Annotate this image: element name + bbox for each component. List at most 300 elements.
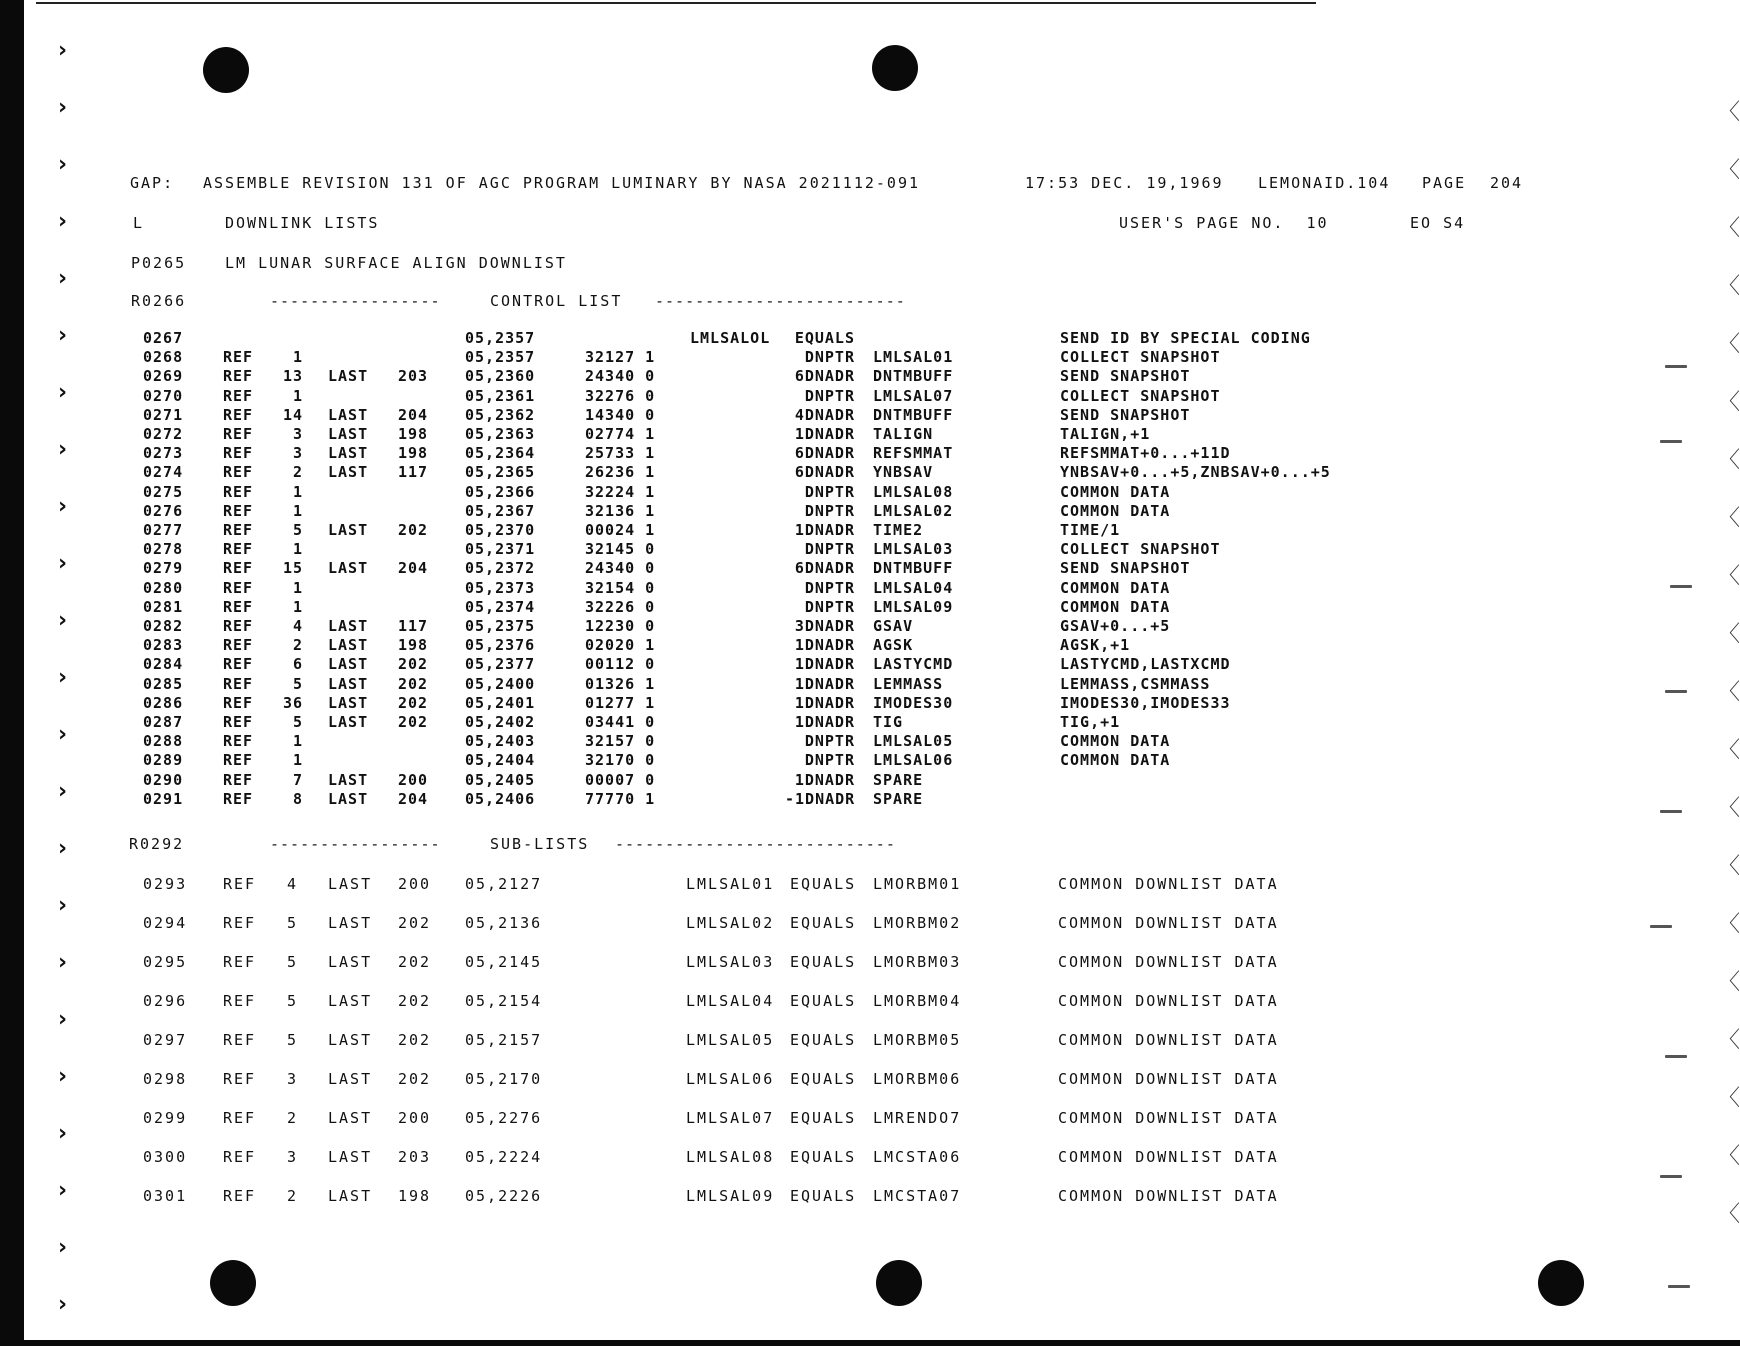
row-opcode: EQUALS	[790, 1187, 857, 1205]
punch-hole	[210, 1260, 256, 1306]
row-address: 05,2226	[465, 1187, 543, 1205]
row-line-number: 0275	[143, 482, 184, 501]
downlist-title: LM LUNAR SURFACE ALIGN DOWNLIST	[225, 254, 567, 272]
sprocket-mark: ›	[58, 95, 68, 120]
row-comment: COMMON DOWNLIST DATA	[1058, 875, 1279, 893]
row-ref: REF	[223, 463, 254, 482]
row-code: 77770 1	[585, 789, 656, 808]
row-address: 05,2364	[465, 444, 536, 463]
row-label: LMLSAL08	[686, 1148, 775, 1166]
row-last: LAST	[328, 1187, 373, 1205]
row-code: 32226 0	[585, 597, 656, 616]
row-count: 36	[282, 693, 303, 712]
edge-mark: 〈	[1718, 1202, 1740, 1227]
row-ref: REF	[223, 693, 254, 712]
row-operand: LMCSTA07	[873, 1187, 962, 1205]
row-count: 4	[292, 617, 303, 635]
row-ref: REF	[223, 425, 254, 443]
scan-left-edge	[0, 0, 24, 1346]
row-last: LAST	[328, 1148, 373, 1166]
row-count: 1	[292, 578, 303, 597]
row-count: 3	[287, 1148, 299, 1166]
row-line-number: 0294	[143, 914, 188, 932]
row-opcode: DNPTR	[804, 751, 855, 770]
row-count: 14	[282, 405, 303, 424]
row-address: 05,2145	[465, 953, 543, 971]
row-operand: LMLSAL09	[873, 597, 954, 616]
row-line-number: 0270	[143, 386, 184, 405]
header-datetime: 17:53 DEC. 19,1969	[1025, 174, 1224, 192]
row-ref: REF	[223, 617, 254, 635]
row-page: 203	[398, 1148, 432, 1166]
row-code: 01277 1	[585, 693, 656, 712]
row-page: 200	[398, 770, 429, 789]
row-ref: REF	[223, 636, 254, 655]
row-address: 05,2136	[465, 914, 543, 932]
row-ref: REF	[223, 386, 254, 405]
row-comment: SEND ID BY SPECIAL CODING	[1060, 329, 1311, 347]
row-count: 5	[287, 953, 299, 971]
edge-mark: 〈	[1718, 332, 1740, 357]
row-opcode: DNPTR	[804, 540, 855, 559]
line-number: P0265	[131, 254, 187, 272]
row-ref: REF	[223, 732, 254, 751]
row-last: LAST	[328, 1031, 373, 1049]
row-address: 05,2357	[465, 329, 536, 347]
row-page: 202	[398, 655, 429, 674]
row-operand: TALIGN	[873, 425, 934, 443]
row-page: 203	[398, 367, 429, 386]
row-page: 202	[398, 693, 429, 712]
row-line-number: 0286	[143, 693, 184, 712]
row-operand: TIME2	[873, 521, 924, 539]
row-label: LMLSAL03	[686, 953, 775, 971]
row-page: 198	[398, 425, 429, 443]
scan-noise	[1660, 1175, 1682, 1178]
row-address: 05,2371	[465, 540, 536, 559]
row-line-number: 0288	[143, 732, 184, 751]
row-comment: GSAV+0...+5	[1060, 617, 1171, 635]
row-line-number: 0291	[143, 789, 184, 808]
edge-mark: 〈	[1718, 448, 1740, 473]
row-comment: IMODES30,IMODES33	[1060, 693, 1231, 712]
edge-mark: 〈	[1718, 1144, 1740, 1169]
row-operand: LMLSAL01	[873, 348, 954, 367]
row-operand: LMORBM06	[873, 1070, 962, 1088]
row-count: 5	[287, 914, 299, 932]
row-page: 198	[398, 444, 429, 463]
row-code: 25733 1	[585, 444, 656, 463]
row-count: 1	[292, 751, 303, 770]
row-comment: YNBSAV+0...+5,ZNBSAV+0...+5	[1060, 463, 1331, 482]
row-count: 2	[292, 636, 303, 655]
row-count: 5	[292, 521, 303, 539]
row-line-number: 0295	[143, 953, 188, 971]
paper-top-edge	[36, 2, 1316, 4]
row-last: LAST	[328, 1070, 373, 1088]
row-opcode: 6DNADR	[794, 463, 855, 482]
row-line-number: 0298	[143, 1070, 188, 1088]
row-label: LMLSAL07	[686, 1109, 775, 1127]
row-address: 05,2360	[465, 367, 536, 386]
row-address: 05,2357	[465, 348, 536, 367]
row-opcode: 1DNADR	[794, 693, 855, 712]
row-ref: REF	[223, 1031, 257, 1049]
row-code: 32154 0	[585, 578, 656, 597]
row-opcode: 6DNADR	[794, 367, 855, 386]
row-comment: COMMON DATA	[1060, 597, 1171, 616]
row-opcode: 1DNADR	[794, 713, 855, 731]
row-code: 02774 1	[585, 425, 656, 443]
row-ref: REF	[223, 1070, 257, 1088]
row-address: 05,2400	[465, 674, 536, 693]
row-count: 5	[287, 1031, 299, 1049]
row-code: 00007 0	[585, 770, 656, 789]
divider-dashes: -----------------	[270, 835, 441, 853]
row-opcode: 6DNADR	[794, 559, 855, 578]
scan-noise	[1665, 1055, 1687, 1058]
row-line-number: 0272	[143, 425, 184, 443]
row-page: 202	[398, 674, 429, 693]
row-opcode: EQUALS	[794, 329, 855, 347]
row-last: LAST	[328, 521, 369, 539]
row-operand: LMLSAL03	[873, 540, 954, 559]
row-ref: REF	[223, 540, 254, 559]
edge-mark: 〈	[1718, 970, 1740, 995]
row-ref: REF	[223, 751, 254, 770]
scan-bottom-edge	[0, 1340, 1740, 1346]
row-line-number: 0293	[143, 875, 188, 893]
row-comment: SEND SNAPSHOT	[1060, 367, 1191, 386]
row-count: 1	[292, 732, 303, 751]
row-address: 05,2376	[465, 636, 536, 655]
edge-mark: 〈	[1718, 622, 1740, 647]
row-line-number: 0268	[143, 348, 184, 367]
row-count: 1	[292, 501, 303, 520]
row-operand: LMLSAL05	[873, 732, 954, 751]
row-ref: REF	[223, 789, 254, 808]
row-count: 6	[292, 655, 303, 674]
row-ref: REF	[223, 875, 257, 893]
row-count: 1	[292, 386, 303, 405]
scan-noise	[1660, 440, 1682, 443]
punch-hole	[876, 1260, 922, 1306]
row-operand: LMLSAL08	[873, 482, 954, 501]
row-line-number: 0287	[143, 713, 184, 731]
row-operand: LMRENDO7	[873, 1109, 962, 1127]
row-operand: SPARE	[873, 789, 924, 808]
sprocket-mark: ›	[58, 893, 68, 918]
row-ref: REF	[223, 501, 254, 520]
row-opcode: EQUALS	[790, 992, 857, 1010]
edge-mark: 〈	[1718, 680, 1740, 705]
row-code: 00024 1	[585, 521, 656, 539]
sprocket-mark: ›	[58, 608, 68, 633]
sprocket-mark: ›	[58, 836, 68, 861]
scan-noise	[1670, 585, 1692, 588]
row-last: LAST	[328, 559, 369, 578]
row-label: LMLSAL04	[686, 992, 775, 1010]
sprocket-mark: ›	[58, 1064, 68, 1089]
sprocket-mark: ›	[58, 665, 68, 690]
row-code: 14340 0	[585, 405, 656, 424]
row-ref: REF	[223, 992, 257, 1010]
row-comment: COMMON DOWNLIST DATA	[1058, 1148, 1279, 1166]
row-opcode: 1DNADR	[794, 636, 855, 655]
sprocket-mark: ›	[58, 152, 68, 177]
row-line-number: 0280	[143, 578, 184, 597]
scan-noise	[1668, 1285, 1690, 1288]
row-opcode: 1DNADR	[794, 425, 855, 443]
row-operand: LMCSTA06	[873, 1148, 962, 1166]
row-ref: REF	[223, 521, 254, 539]
sprocket-mark: ›	[58, 950, 68, 975]
header-page-label: PAGE	[1422, 174, 1467, 192]
row-comment: COLLECT SNAPSHOT	[1060, 386, 1221, 405]
row-comment: COMMON DATA	[1060, 578, 1171, 597]
sprocket-mark: ›	[58, 1178, 68, 1203]
row-count: 5	[292, 674, 303, 693]
row-last: LAST	[328, 674, 369, 693]
row-opcode: -1DNADR	[785, 789, 856, 808]
row-code: 32136 1	[585, 501, 656, 520]
row-operand: TIG	[873, 713, 904, 731]
row-ref: REF	[223, 405, 254, 424]
row-last: LAST	[328, 655, 369, 674]
row-code: 32157 0	[585, 732, 656, 751]
row-address: 05,2365	[465, 463, 536, 482]
row-last: LAST	[328, 713, 369, 731]
row-operand: LMORBM03	[873, 953, 962, 971]
row-last: LAST	[328, 953, 373, 971]
row-opcode: EQUALS	[790, 1109, 857, 1127]
row-line-number: 0289	[143, 751, 184, 770]
edge-mark: 〈	[1718, 564, 1740, 589]
row-opcode: DNPTR	[804, 732, 855, 751]
row-last: LAST	[328, 770, 369, 789]
row-page: 200	[398, 875, 432, 893]
row-code: 24340 0	[585, 559, 656, 578]
row-count: 15	[282, 559, 303, 578]
sublists-heading: SUB-LISTS	[490, 835, 590, 853]
row-comment: COMMON DOWNLIST DATA	[1058, 1109, 1279, 1127]
edge-mark: 〈	[1718, 390, 1740, 415]
punch-hole	[1538, 1260, 1584, 1306]
row-page: 202	[398, 713, 429, 731]
row-operand: LMLSAL06	[873, 751, 954, 770]
row-opcode: EQUALS	[790, 1070, 857, 1088]
sprocket-mark: ›	[58, 1121, 68, 1146]
row-opcode: 1DNADR	[794, 521, 855, 539]
row-line-number: 0281	[143, 597, 184, 616]
row-count: 3	[292, 444, 303, 463]
row-address: 05,2401	[465, 693, 536, 712]
row-operand: LMLSAL04	[873, 578, 954, 597]
edge-mark: 〈	[1718, 912, 1740, 937]
edge-mark: 〈	[1718, 1028, 1740, 1053]
row-comment: COMMON DATA	[1060, 501, 1171, 520]
row-ref: REF	[223, 444, 254, 463]
row-code: 03441 0	[585, 713, 656, 731]
row-address: 05,2404	[465, 751, 536, 770]
row-opcode: DNPTR	[804, 386, 855, 405]
row-address: 05,2367	[465, 501, 536, 520]
row-address: 05,2157	[465, 1031, 543, 1049]
punch-hole	[203, 47, 249, 93]
row-line-number: 0271	[143, 405, 184, 424]
edge-mark: 〈	[1718, 100, 1740, 125]
sprocket-mark: ›	[58, 1292, 68, 1317]
row-operand: DNTMBUFF	[873, 367, 954, 386]
row-address: 05,2224	[465, 1148, 543, 1166]
row-count: 5	[287, 992, 299, 1010]
sprocket-mark: ›	[58, 38, 68, 63]
row-comment: LEMMASS,CSMMASS	[1060, 674, 1211, 693]
row-opcode: EQUALS	[790, 1148, 857, 1166]
row-line-number: 0273	[143, 444, 184, 463]
user-page-number: USER'S PAGE NO. 10	[1119, 214, 1329, 232]
row-code: 02020 1	[585, 636, 656, 655]
sprocket-mark: ›	[58, 209, 68, 234]
row-ref: REF	[223, 578, 254, 597]
row-count: 1	[292, 540, 303, 559]
header-page-number: 204	[1490, 174, 1524, 192]
row-count: 1	[292, 597, 303, 616]
sprocket-mark: ›	[58, 1235, 68, 1260]
row-opcode: 1DNADR	[794, 770, 855, 789]
row-page: 198	[398, 1187, 432, 1205]
row-line-number: 0278	[143, 540, 184, 559]
row-comment: COMMON DOWNLIST DATA	[1058, 1070, 1279, 1088]
row-last: LAST	[328, 875, 373, 893]
row-operand: LMORBM01	[873, 875, 962, 893]
row-operand: DNTMBUFF	[873, 559, 954, 578]
row-ref: REF	[223, 655, 254, 674]
row-page: 202	[398, 521, 429, 539]
row-line-number: 0290	[143, 770, 184, 789]
row-page: 200	[398, 1109, 432, 1127]
row-operand: LMORBM02	[873, 914, 962, 932]
row-comment: COMMON DOWNLIST DATA	[1058, 1187, 1279, 1205]
row-comment: COLLECT SNAPSHOT	[1060, 540, 1221, 559]
sprocket-mark: ›	[58, 1007, 68, 1032]
row-opcode: 1DNADR	[794, 655, 855, 674]
row-line-number: 0276	[143, 501, 184, 520]
row-address: 05,2370	[465, 521, 536, 539]
sprocket-mark: ›	[58, 437, 68, 462]
sprocket-mark: ›	[58, 323, 68, 348]
header-title: ASSEMBLE REVISION 131 OF AGC PROGRAM LUMINARY BY NASA 2021112-091	[203, 174, 920, 192]
row-code: 32127 1	[585, 348, 656, 367]
row-last: LAST	[328, 405, 369, 424]
row-operand: REFSMMAT	[873, 444, 954, 463]
row-ref: REF	[223, 597, 254, 616]
row-operand: LASTYCMD	[873, 655, 954, 674]
row-operand: AGSK	[873, 636, 914, 655]
row-address: 05,2375	[465, 617, 536, 635]
row-code: 12230 0	[585, 617, 656, 635]
row-count: 2	[292, 463, 303, 482]
row-line-number: 0277	[143, 521, 184, 539]
header-lemonaid: LEMONAID.104	[1258, 174, 1391, 192]
row-code: 32145 0	[585, 540, 656, 559]
scan-noise	[1660, 810, 1682, 813]
row-count: 8	[292, 789, 303, 808]
sprocket-mark: ›	[58, 722, 68, 747]
row-opcode: 4DNADR	[794, 405, 855, 424]
row-line-number: 0282	[143, 617, 184, 635]
row-code: 26236 1	[585, 463, 656, 482]
row-comment: TALIGN,+1	[1060, 425, 1151, 443]
row-ref: REF	[223, 367, 254, 386]
row-address: 05,2373	[465, 578, 536, 597]
row-opcode: EQUALS	[790, 875, 857, 893]
row-page: 117	[398, 617, 429, 635]
row-page: 204	[398, 405, 429, 424]
row-page: 117	[398, 463, 429, 482]
row-address: 05,2361	[465, 386, 536, 405]
row-last: LAST	[328, 789, 369, 808]
row-operand: DNTMBUFF	[873, 405, 954, 424]
row-ref: REF	[223, 770, 254, 789]
row-address: 05,2154	[465, 992, 543, 1010]
row-last: LAST	[328, 444, 369, 463]
row-page: 202	[398, 953, 432, 971]
edge-mark: 〈	[1718, 1086, 1740, 1111]
line-number: R0292	[129, 835, 185, 853]
sprocket-mark: ›	[58, 266, 68, 291]
divider-dashes: ----------------------------	[615, 835, 896, 853]
row-line-number: 0296	[143, 992, 188, 1010]
row-address: 05,2372	[465, 559, 536, 578]
row-opcode: EQUALS	[790, 953, 857, 971]
row-ref: REF	[223, 713, 254, 731]
row-address: 05,2405	[465, 770, 536, 789]
row-opcode: 1DNADR	[794, 674, 855, 693]
row-line-number: 0300	[143, 1148, 188, 1166]
row-operand: LMLSAL02	[873, 501, 954, 520]
row-last: LAST	[328, 367, 369, 386]
row-code: 32224 1	[585, 482, 656, 501]
row-label: LMLSAL09	[686, 1187, 775, 1205]
row-label: LMLSAL02	[686, 914, 775, 932]
row-address: 05,2362	[465, 405, 536, 424]
row-last: LAST	[328, 463, 369, 482]
line-number: R0266	[131, 292, 187, 310]
punch-hole	[872, 45, 918, 91]
sprocket-mark: ›	[58, 779, 68, 804]
row-page: 202	[398, 1070, 432, 1088]
row-comment: SEND SNAPSHOT	[1060, 559, 1191, 578]
row-count: 3	[287, 1070, 299, 1088]
row-comment: LASTYCMD,LASTXCMD	[1060, 655, 1231, 674]
row-opcode: DNPTR	[804, 482, 855, 501]
row-code: 32170 0	[585, 751, 656, 770]
scan-noise	[1665, 690, 1687, 693]
row-opcode: DNPTR	[804, 578, 855, 597]
row-count: 3	[292, 425, 303, 443]
row-comment: COMMON DOWNLIST DATA	[1058, 914, 1279, 932]
row-page: 198	[398, 636, 429, 655]
edge-mark: 〈	[1718, 158, 1740, 183]
edge-mark: 〈	[1718, 506, 1740, 531]
row-opcode: 3DNADR	[794, 617, 855, 635]
row-count: 1	[292, 348, 303, 367]
row-line-number: 0279	[143, 559, 184, 578]
row-page: 202	[398, 1031, 432, 1049]
row-page: 202	[398, 914, 432, 932]
row-comment: COLLECT SNAPSHOT	[1060, 348, 1221, 367]
